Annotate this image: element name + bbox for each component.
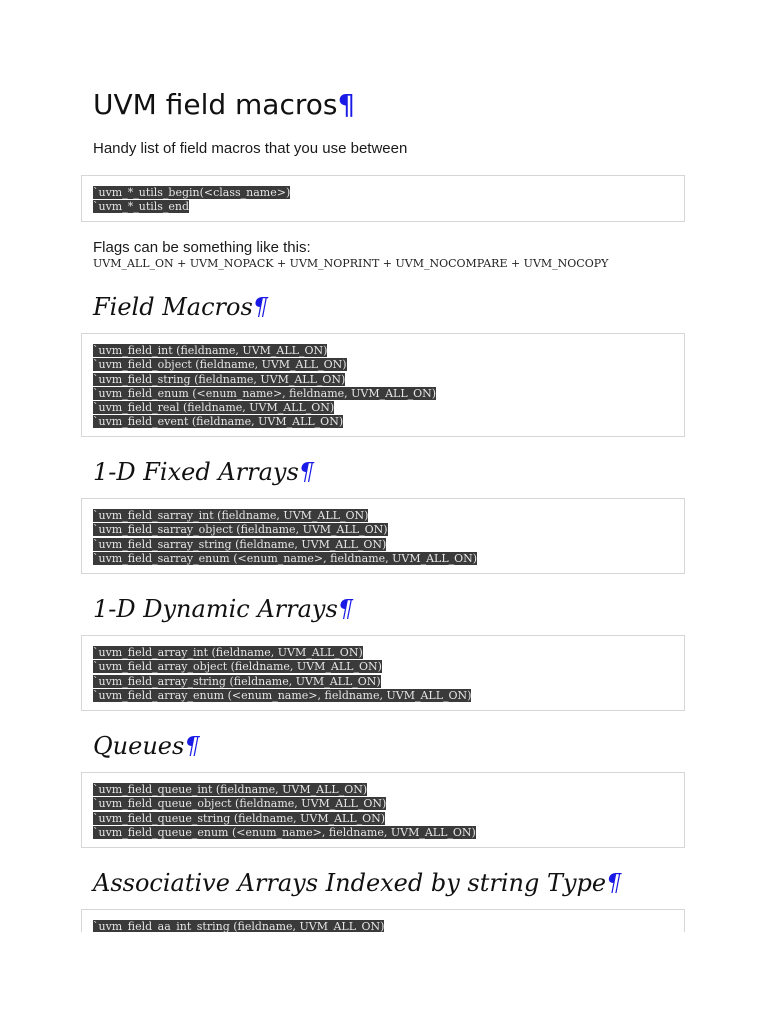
section-heading-fixed-arrays: 1-D Fixed Arrays¶	[93, 458, 315, 486]
title-permalink-pilcrow[interactable]: ¶	[337, 88, 356, 121]
section-heading-queues: Queues¶	[93, 732, 200, 760]
heading-permalink-pilcrow[interactable]: ¶	[298, 458, 315, 486]
code-line: `uvm_field_queue_int (fieldname, UVM_ALL_ON)	[93, 783, 368, 796]
page-title	[93, 86, 355, 124]
code-line: `uvm_field_enum (<enum_name>, fieldname, UVM_ALL_ON)	[93, 386, 437, 400]
heading-permalink-pilcrow[interactable]: ¶	[184, 732, 200, 760]
code-line: `uvm_field_event (fieldname, UVM_ALL_ON)	[93, 415, 344, 429]
section-heading-dynamic-arrays: 1-D Dynamic Arrays¶	[93, 595, 354, 623]
code-line: `uvm_field_object (fieldname, UVM_ALL_ON)	[93, 358, 347, 372]
code-line: `uvm_field_sarray_int (fieldname, UVM_ALL_ON)	[93, 509, 369, 522]
code-line: `uvm_*_utils_end	[93, 200, 190, 214]
flags-value: UVM_ALL_ON + UVM_NOPACK + UVM_NOPRINT + UVM_NOCOMPARE + UVM_NOCOPY	[93, 257, 609, 270]
code-block-queues	[81, 772, 685, 848]
code-line: `uvm_field_queue_enum (<enum_name>, fieldname, UVM_ALL_ON)	[93, 825, 476, 839]
section-heading-field-macros: Field Macros¶	[93, 293, 269, 321]
code-line: `uvm_field_sarray_enum (<enum_name>, fieldname, UVM_ALL_ON)	[93, 551, 478, 565]
code-block-fixed-arrays	[81, 498, 685, 574]
code-block-dynamic-arrays	[81, 635, 685, 711]
code-line: `uvm_field_array_enum (<enum_name>, fieldname, UVM_ALL_ON)	[93, 688, 472, 702]
code-line: `uvm_field_int (fieldname, UVM_ALL_ON)	[93, 344, 328, 357]
code-line: `uvm_field_real (fieldname, UVM_ALL_ON)	[93, 401, 335, 415]
code-line: `uvm_field_array_object (fieldname, UVM_ALL_ON)	[93, 660, 382, 674]
intro-text: Handy list of field macros that you use between	[93, 140, 408, 157]
heading-permalink-pilcrow[interactable]: ¶	[252, 293, 269, 321]
heading-permalink-pilcrow[interactable]: ¶	[606, 869, 622, 897]
code-block-associative-arrays	[81, 909, 685, 932]
code-line: `uvm_field_aa_int_string (fieldname, UVM_ALL_ON)	[93, 920, 385, 932]
code-block-utils	[81, 175, 685, 222]
code-block-field-macros	[81, 333, 685, 437]
code-line: `uvm_field_queue_object (fieldname, UVM_ALL_ON)	[93, 797, 387, 811]
heading-permalink-pilcrow[interactable]: ¶	[337, 595, 354, 623]
code-line: `uvm_field_array_int (fieldname, UVM_ALL_ON)	[93, 646, 363, 659]
code-line: `uvm_field_string (fieldname, UVM_ALL_ON)	[93, 372, 346, 386]
code-line: `uvm_field_queue_string (fieldname, UVM_ALL_ON)	[93, 811, 386, 825]
page-title-text: UVM field macros	[93, 88, 338, 121]
code-line: `uvm_*_utils_begin(<class_name>)	[93, 186, 291, 199]
code-line: `uvm_field_array_string (fieldname, UVM_ALL_ON)	[93, 674, 381, 688]
code-line: `uvm_field_sarray_string (fieldname, UVM_ALL_ON)	[93, 537, 387, 551]
section-heading-associative-arrays: Associative Arrays Indexed by string Type¶	[93, 869, 622, 897]
flags-label: Flags can be something like this:	[93, 239, 311, 256]
code-line: `uvm_field_sarray_object (fieldname, UVM_ALL_ON)	[93, 523, 388, 537]
